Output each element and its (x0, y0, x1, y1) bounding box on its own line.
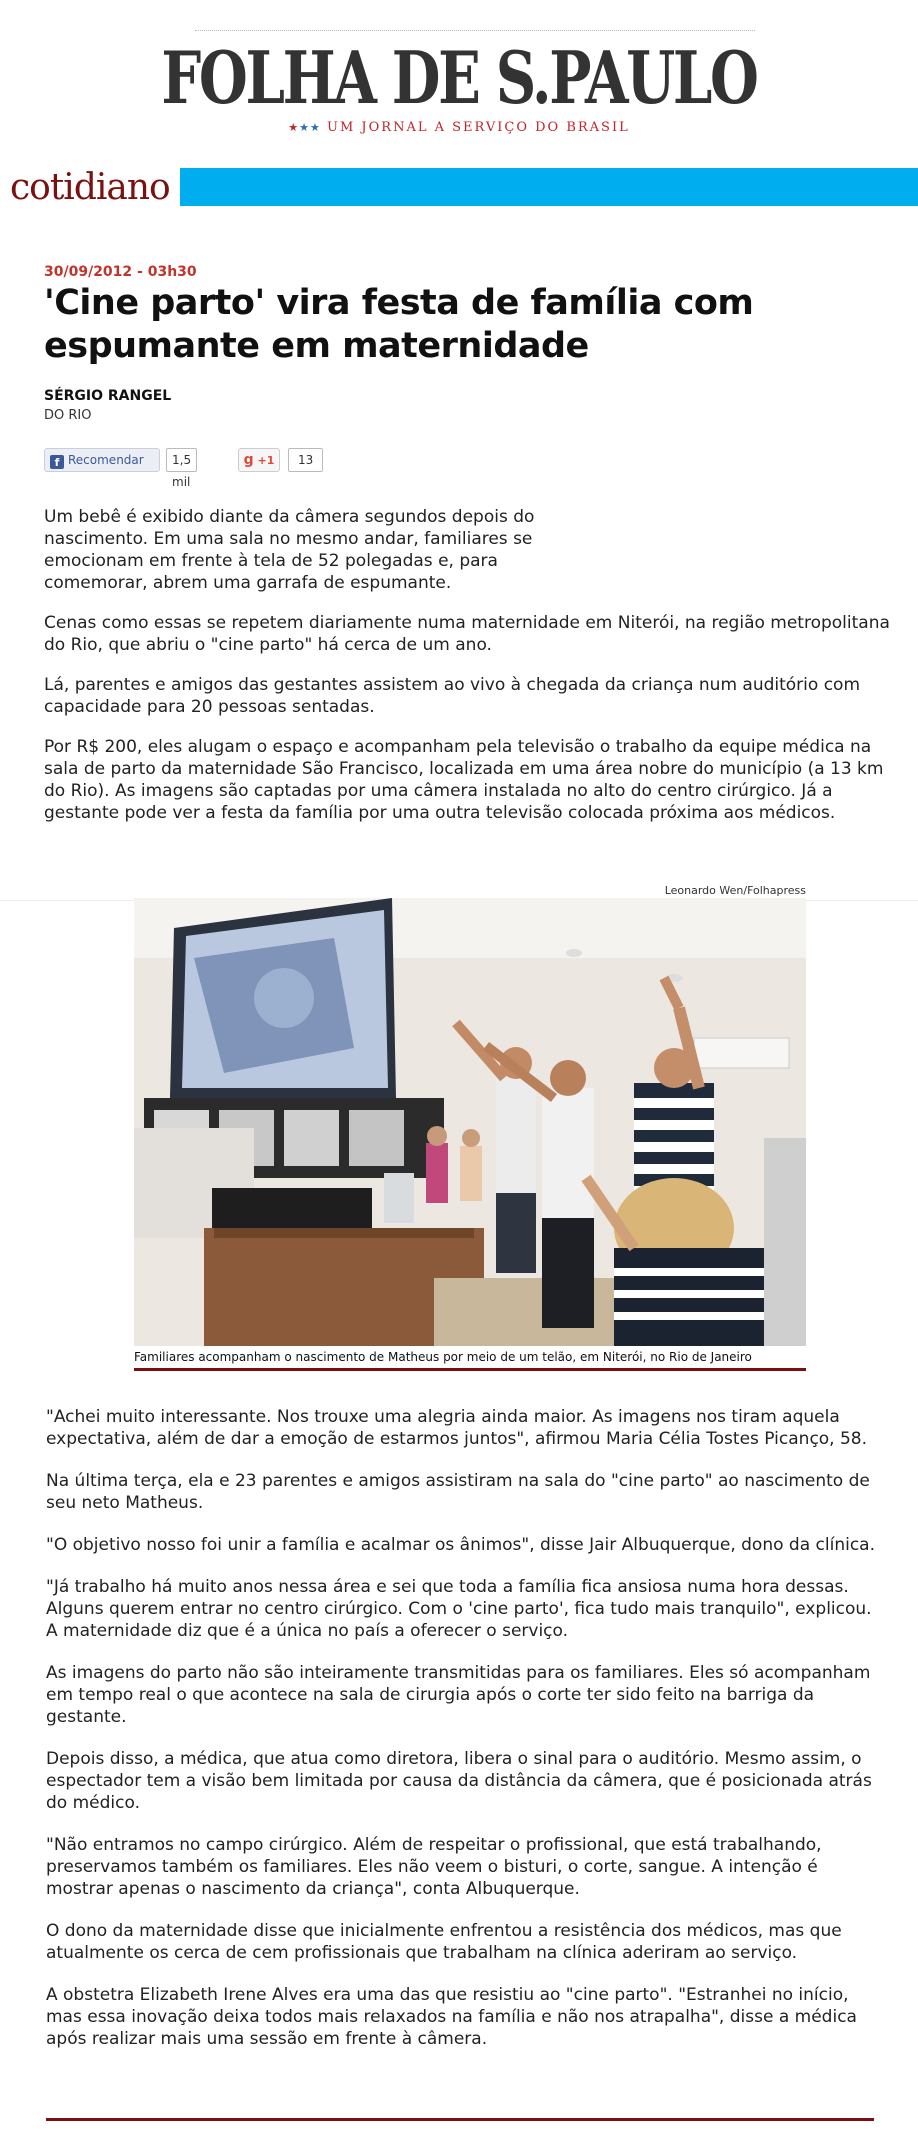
paragraph: Cenas como essas se repetem diariamente numa maternidade em Niterói, na região metropolitana do Rio, que abriu o "cine parto" há cerca de um ano. (44, 613, 890, 655)
photo-credit: Leonardo Wen/Folhapress (664, 884, 806, 897)
blue-star-icon: ★ (310, 121, 321, 134)
masthead (0, 30, 918, 135)
paragraph: Depois disso, a médica, que atua como diretora, libera o sinal para o auditório. Mesmo assim, o espectador tem a visão bem limitada por causa da distância da câmera, que é posicionada atrás do médico. (46, 1749, 872, 1813)
facebook-recommend-button[interactable] (44, 448, 160, 472)
article-body-top (44, 506, 906, 842)
article-author: SÉRGIO RANGEL (44, 388, 172, 404)
google-plus-count: 13 (288, 448, 323, 472)
paragraph: As imagens do parto não são inteiramente transmitidas para os familiares. Eles só acompanham em tempo real o que acontece na sala de cirurgia após o corte ter sido feito na barriga da gestante. (46, 1663, 871, 1727)
section-label[interactable]: cotidiano (10, 166, 180, 210)
masthead-tagline (0, 120, 918, 135)
article-photo[interactable] (134, 898, 806, 1346)
article-header (44, 264, 904, 423)
caption-divider (134, 1368, 806, 1371)
google-plus-label: +1 (257, 454, 275, 467)
bottom-divider (46, 2118, 874, 2121)
article-title: 'Cine parto' vira festa de família com espumante em maternidade (44, 283, 754, 366)
masthead-dotted-rule (195, 30, 755, 31)
newspaper-logo[interactable]: FOLHA DE S.PAULO (161, 35, 757, 120)
paragraph: A obstetra Elizabeth Irene Alves era uma das que resistiu ao "cine parto". "Estranhei no início, mas essa inovação deixa todos mais relaxados na família e não nos atrapalha", disse a médica após realizar mais uma sessão em frente à câmera. (46, 1985, 857, 2049)
paragraph: "O objetivo nosso foi unir a família e acalmar os ânimos", disse Jair Albuquerque, dono da clínica. (46, 1535, 875, 1555)
article-date: 30/09/2012 - 03h30 (44, 264, 197, 280)
facebook-count: 1,5 mil (166, 448, 197, 472)
paragraph: Lá, parentes e amigos das gestantes assistem ao vivo à chegada da criança num auditório com capacidade para 20 pessoas sentadas. (44, 675, 861, 717)
paragraph: "Já trabalho há muito anos nessa área e sei que toda a família fica ansiosa numa hora dessas. Alguns querem entrar no centro cirúrgico. Com o 'cine parto', fica tudo mais tranquilo", explicou. A maternidade diz que é a única no país a oferecer o serviço. (46, 1577, 872, 1641)
paragraph: Por R$ 200, eles alugam o espaço e acompanham pela televisão o trabalho da equipe médica na sala de parto da maternidade São Francisco, localizada em uma área nobre do município (a 13 km do Rio). As imagens são captadas por uma câmera instalada no alto do centro cirúrgico. Já a gestante pode ver a festa da família por uma outra televisão colocada próxima aos médicos. (44, 737, 884, 823)
paragraph: "Achei muito interessante. Nos trouxe uma alegria ainda maior. As imagens nos tiram aquela expectativa, além de dar a emoção de estarmos juntos", afirmou Maria Célia Tostes Picanço, 58. (46, 1407, 868, 1449)
facebook-recommend-label: Recomendar (68, 453, 144, 467)
article-location: DO RIO (44, 408, 92, 423)
paragraph: Um bebê é exibido diante da câmera segundos depois do nascimento. Em uma sala no mesmo andar, familiares se emocionam em frente à tela de 52 polegadas e, para comemorar, abrem uma garrafa de espumante. (44, 507, 535, 593)
tagline-text: UM JORNAL A SERVIÇO DO BRASIL (327, 120, 630, 135)
paragraph: "Não entramos no campo cirúrgico. Além de respeitar o profissional, que está trabalhando, preservamos também os familiares. Eles não veem o bisturi, o corte, sangue. A intenção é mostrar apenas o nascimento da criança", conta Albuquerque. (46, 1835, 822, 1899)
red-star-icon: ★ (288, 121, 300, 134)
paragraph: Na última terça, ela e 23 parentes e amigos assistiram na sala do "cine parto" ao nascimento de seu neto Matheus. (46, 1471, 870, 1513)
article-body-bottom (46, 1406, 878, 2070)
photo-caption: Familiares acompanham o nascimento de Matheus por meio de um telão, em Niterói, no Rio de Janeiro (134, 1350, 752, 1364)
photo-illustration (134, 898, 806, 1346)
facebook-icon: f (50, 455, 64, 469)
google-plus-icon: g (243, 452, 254, 468)
blue-star-icon: ★ (299, 121, 311, 134)
google-plus-button[interactable] (238, 448, 280, 472)
paragraph: O dono da maternidade disse que inicialmente enfrentou a resistência dos médicos, mas que atualmente os cerca de cem profissionais que trabalham na clínica aderiram ao serviço. (46, 1921, 842, 1963)
